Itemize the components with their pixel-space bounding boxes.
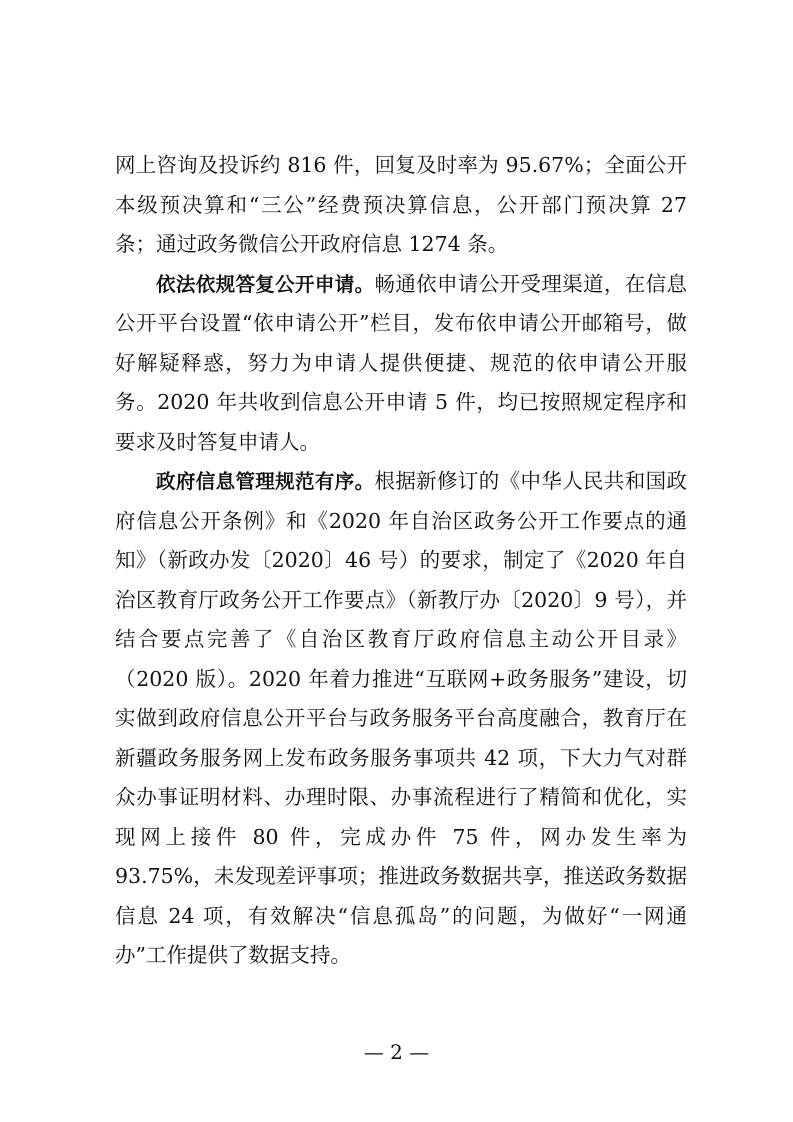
paragraph-heading: 政府信息管理规范有序。 <box>156 470 375 493</box>
paragraph-continuation <box>115 146 687 265</box>
paragraph-information-management <box>115 462 687 976</box>
paragraph-application-reply <box>115 265 687 463</box>
paragraph-text: 网上咨询及投诉约 816 件，回复及时率为 95.67%；全面公开本级预决算和“三公”经费预决算信息，公开部门预决算 27 条；通过政务微信公开政府信息 1274 条。 <box>115 153 687 256</box>
page-number: — 2 — <box>363 1040 430 1064</box>
body-text <box>115 146 687 976</box>
paragraph-text: 根据新修订的《中华人民共和国政府信息公开条例》和《2020 年自治区政务公开工作要点的通知》（新政办发〔2020〕46 号）的要求，制定了《2020 年自治区教育厅政务公开工作要点》（新教厅办〔2020〕9 号），并结合要点完善了《自治区教育厅政府信息主动公开目录》（2020 版）。2020 年着力推进“互联网+政务服务”建设，切实做到政府信息公开平台与政务服务平台高度融合，教育厅在新疆政务服务网上发布政务服务事项共 42 项，下大力气对群众办事证明材料、办理时限、办事流程进行了精简和优化，实现网上接件 80 件，完成办件 75 件，网办发生率为 93.75%，未发现差评事项；推进政务数据共享，推送政务数据信息 24 项，有效解决“信息孤岛”的问题，为做好“一网通办”工作提供了数据支持。 <box>115 469 687 967</box>
paragraph-heading: 依法依规答复公开申请。 <box>156 272 375 296</box>
paragraph-text: 畅通依申请公开受理渠道，在信息公开平台设置“依申请公开”栏目，发布依申请公开邮箱号，做好解疑释惑，努力为申请人提供便捷、规范的依申请公开服务。2020 年共收到信息公开申请 5 件，均已按照规定程序和要求及时答复申请人。 <box>115 271 687 454</box>
